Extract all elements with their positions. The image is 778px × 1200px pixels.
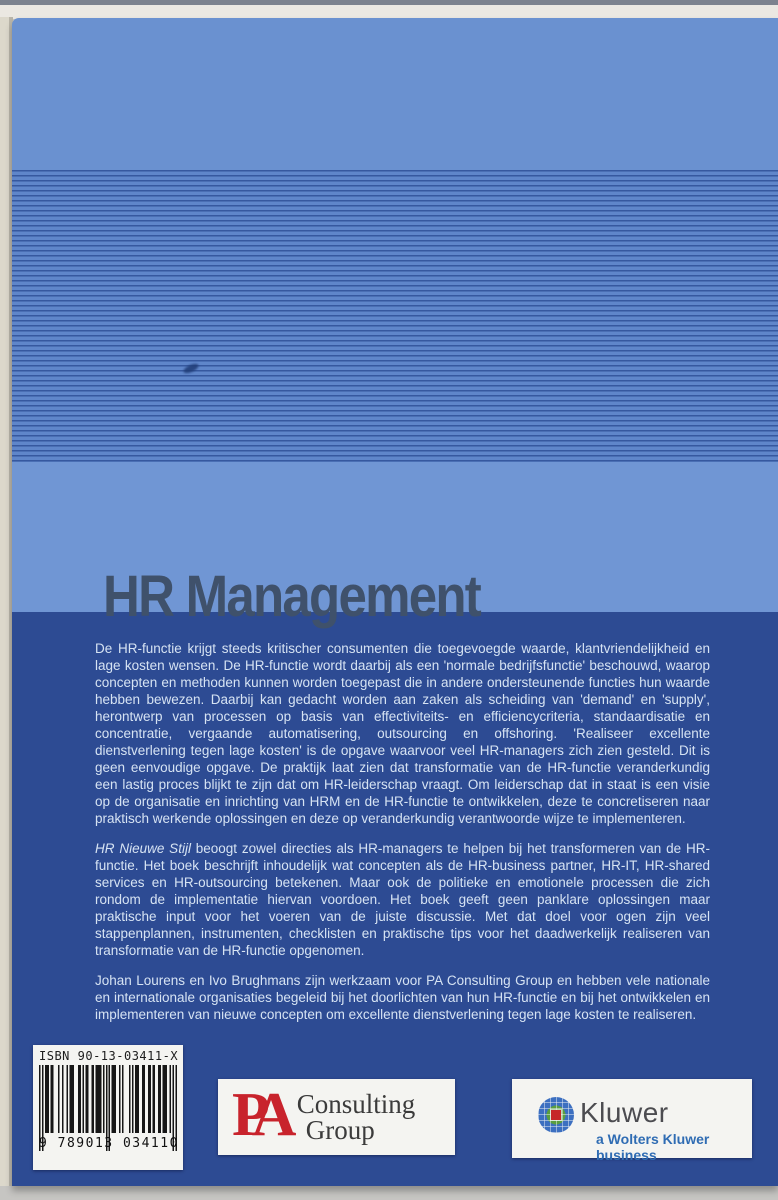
isbn-barcode-box <box>33 1045 183 1170</box>
book-page-edges <box>0 5 778 19</box>
blurb-paragraph-3-authors: Johan Lourens en Ivo Brughmans zijn werkzaam voor PA Consulting Group en hebben vele nationale en internationale organisaties begeleid bij het doorlichten van hun HR-functie en bij het ontwikkelen en implementeren van nieuwe concepten om excellente dienstverlening tegen lage kosten te realiseren. <box>95 973 710 1022</box>
blurb-text <box>95 640 710 1036</box>
kluwer-tagline: a Wolters Kluwer business <box>596 1131 710 1163</box>
kluwer-globe-icon <box>538 1097 574 1133</box>
isbn-label: ISBN 90-13-03411-X <box>39 1049 179 1063</box>
book-series-name: HR Nieuwe Stijl <box>95 841 191 856</box>
pa-wordmark-line2: Group <box>305 1115 375 1145</box>
blurb-paragraph-2-rest: beoogt zowel directies als HR-managers te helpen bij het transformeren van de HR-functie. Het boek beschrijft inhoudelijk wat concepten als de HR-business partner, HR-IT, HR-shared services en HR-outsourcing betekenen. Maar ook de politieke en emotionele processen die zich rondom de implementatie hiervan voordoen. Het boek geeft geen panklare oplossingen maar praktische input voor het voeren van de juiste discussie. Met dat doel voor ogen zijn veel stappenplannen, instrumenten, checklisten en praktische tips voor het daadwerkelijk realiseren van transformatie van de HR-functie opgenomen. <box>95 841 710 958</box>
kluwer-globe-core <box>551 1110 561 1120</box>
pa-consulting-logo <box>218 1079 455 1155</box>
photo-bottom-edge <box>0 1186 778 1200</box>
kluwer-logo <box>512 1079 752 1163</box>
ean13-barcode <box>39 1065 177 1151</box>
kluwer-wordmark: Kluwer <box>580 1097 669 1128</box>
blurb-paragraph-2 <box>95 840 710 959</box>
blurb-paragraph-1: De HR-functie krijgt steeds kritischer consumenten die toegevoegde waarde, klantvriendelijkheid en lage kosten wensen. De HR-functie wordt daarbij als een 'normale bedrijfsfunctie' beschouwd, waarop concepten en methoden kunnen worden toegepast die in andere ondersteunende functies hun waarde hebben bewezen. Daarbij kan gedacht worden aan zaken als scheiding van 'demand' en 'supply', herontwerp van processen op basis van effectiviteits- en efficiencycriteria, standaardisatie en concentratie, vergaande automatisering, outsourcing en offshoring. 'Realiseer excellente dienstverlening tegen lage kosten' is de opgave waarvoor veel HR-managers zich zien gesteld. Dit is geen eenvoudige opgave. De praktijk laat zien dat transformatie van de HR-functie veranderkundig een lastig proces blijkt te zijn dat om HR-leiderschap vraagt. Om leiderschap dat in staat is een visie op de organisatie en inrichting van HRM en de HR-functie te ontwikkelen, deze te concretiseren naar praktisch werkende oplossingen en deze op veranderkundig verantwoorde wijze te implementeren. <box>95 641 710 826</box>
back-cover <box>12 18 778 1186</box>
pa-wordmark <box>296 1088 416 1145</box>
book-title: HR Management <box>103 564 480 629</box>
pa-wordmark-line1: Consulting <box>296 1088 416 1119</box>
pa-monogram: PA <box>232 1081 283 1149</box>
striped-band <box>12 170 778 462</box>
barcode-digits: 9 789013 034110 <box>39 1136 179 1151</box>
